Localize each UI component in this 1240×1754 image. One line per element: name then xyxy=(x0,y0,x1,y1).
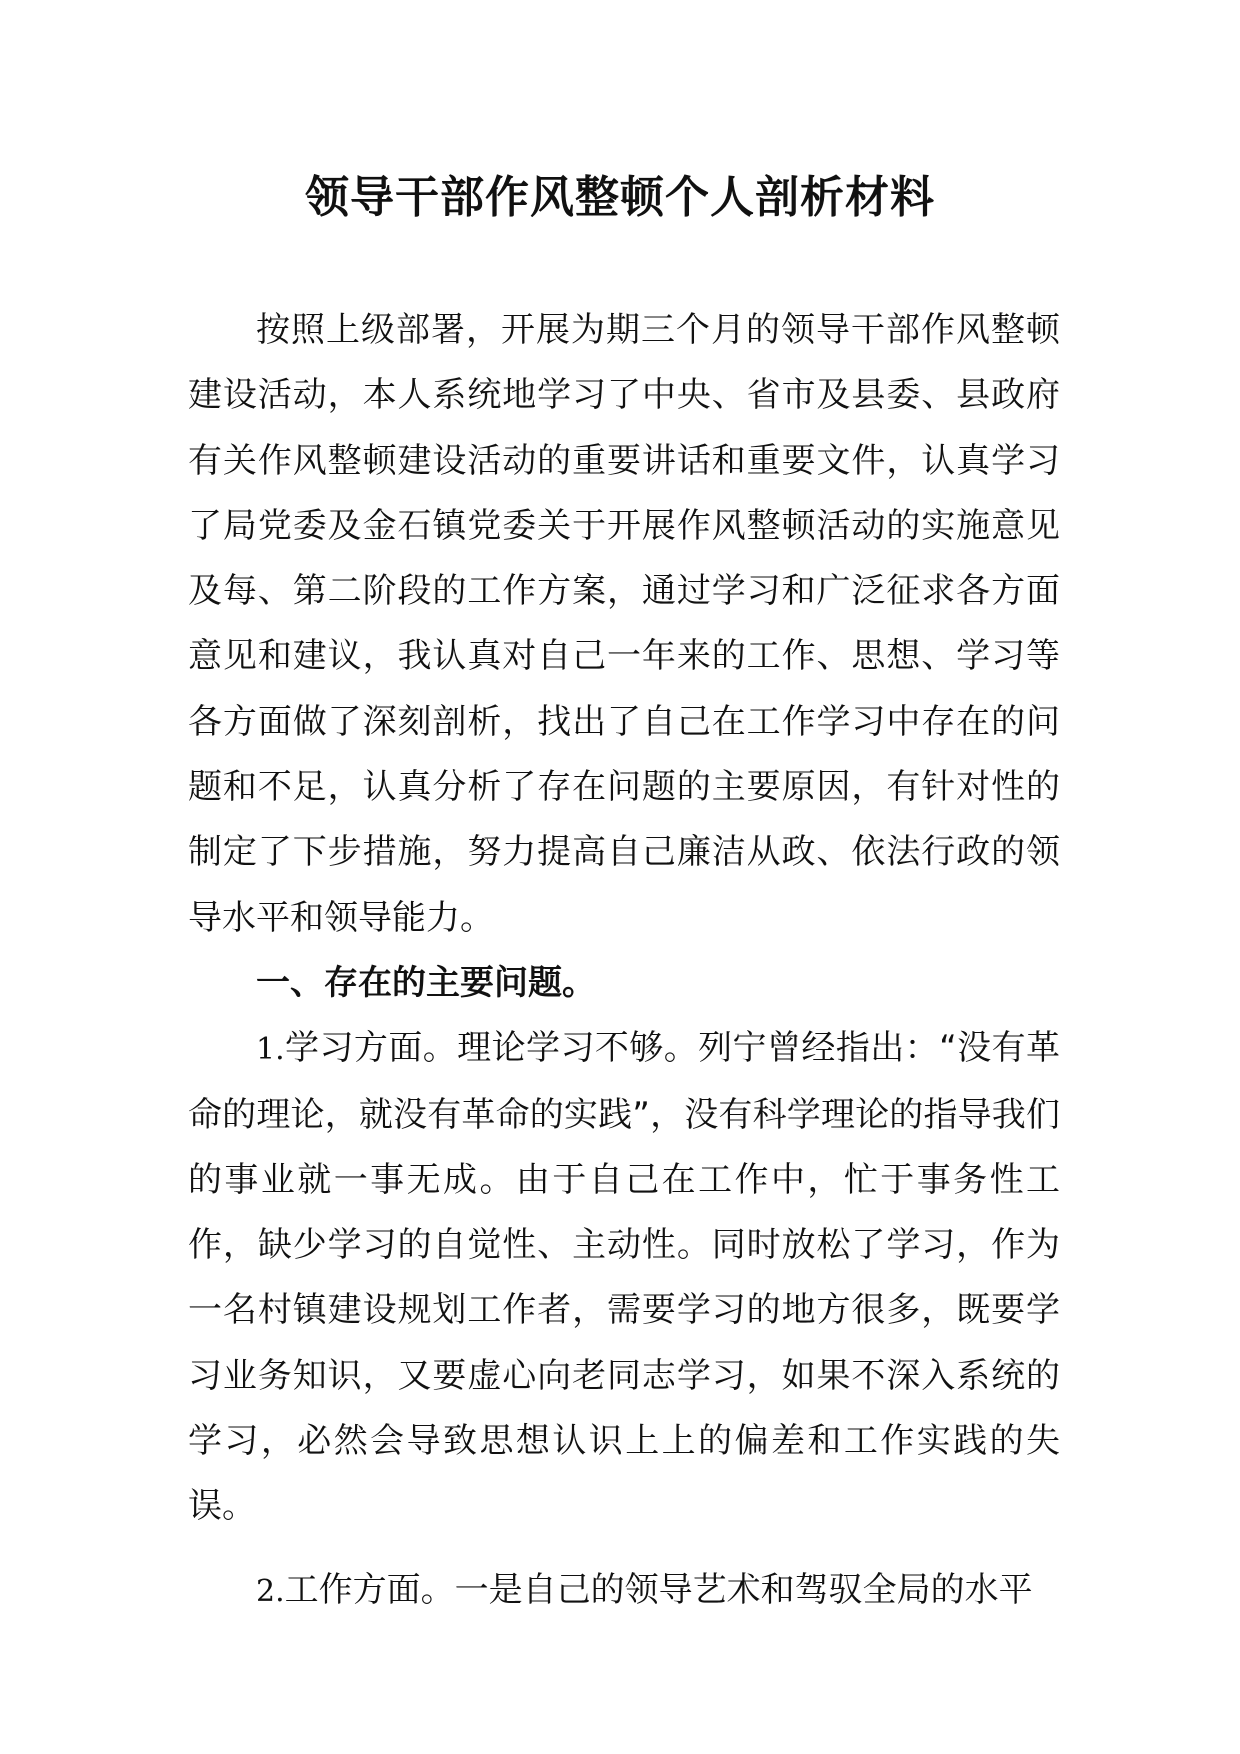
item-2-number: 2. xyxy=(256,1573,285,1609)
item-2-paragraph xyxy=(188,1558,1060,1624)
section-heading-problems: 一、存在的主要问题。 xyxy=(256,962,596,1003)
item-1-number: 1. xyxy=(256,1032,285,1068)
item-2-text: 工作方面。一是自己的领导艺术和驾驭全局的水平 xyxy=(284,1569,1033,1610)
item-1-paragraph xyxy=(188,1016,1060,1539)
intro-paragraph: 按照上级部署，开展为期三个月的领导干部作风整顿建设活动，本人系统地学习了中央、省市及县委、县政府有关作风整顿建设活动的重要讲话和重要文件，认真学习了局党委及金石镇党委关于开展作风整顿活动的实施意见及每、第二阶段的工作方案，通过学习和广泛征求各方面意见和建议，我认真对自己一年来的工作、思想、学习等各方面做了深刻剖析，找出了自己在工作学习中存在的问题和不足，认真分析了存在问题的主要原因，有针对性的制定了下步措施，努力提高自己廉洁从政、依法行政的领导水平和领导能力。 xyxy=(188,310,1060,938)
item-1-text: 学习方面。理论学习不够。列宁曾经指出：“没有革命的理论，就没有革命的实践”，没有科学理论的指导我们的事业就一事无成。由于自己在工作中，忙于事务性工作，缺少学习的自觉性、主动性。同时放松了学习，作为一名村镇建设规划工作者，需要学习的地方很多，既要学习业务知识，又要虚心向老同志学习，如果不深入系统的学习，必然会导致思想认识上上的偏差和工作实践的失误。 xyxy=(188,1028,1060,1527)
document-body xyxy=(188,298,1060,1624)
paragraph-spacer xyxy=(188,1540,1060,1558)
document-title: 领导干部作风整顿个人剖析材料 xyxy=(305,172,935,223)
